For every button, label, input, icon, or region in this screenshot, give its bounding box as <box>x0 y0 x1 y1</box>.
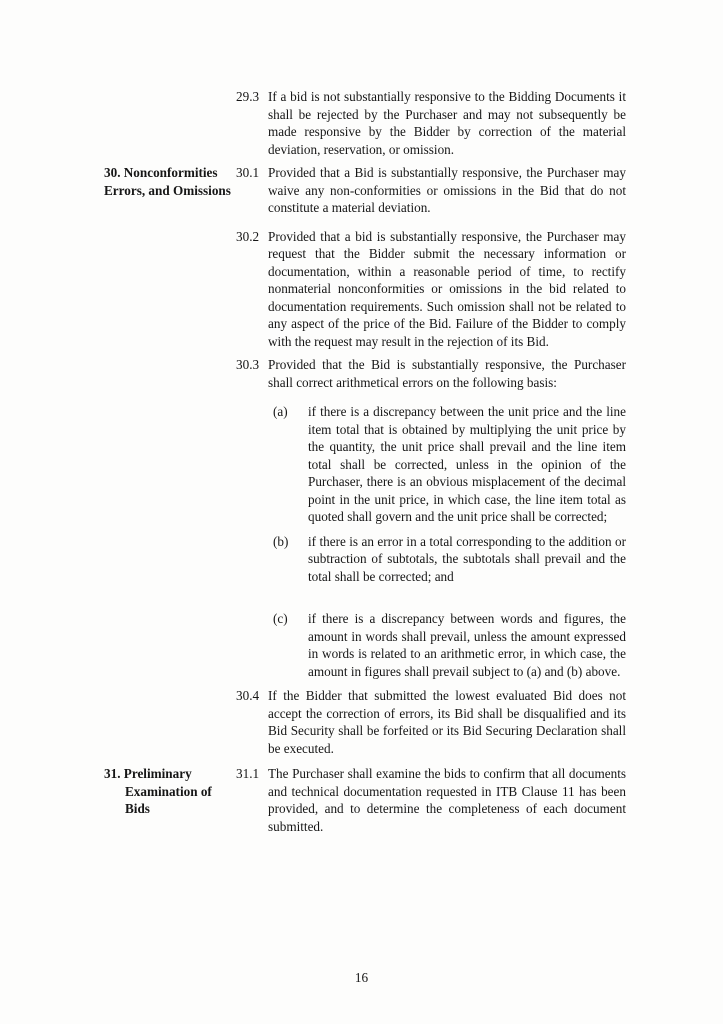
clause-row-31-1 <box>104 765 626 835</box>
subitem-row-c <box>104 610 626 680</box>
clause-number: 30.2 <box>236 228 260 244</box>
section-heading-31 <box>104 765 236 818</box>
section-heading-30 <box>104 164 236 199</box>
subitem-text: if there is a discrepancy between the unit price and the line item total that is obtained by multiplying the unit price by the quantity, the unit price shall prevail and the line item total shall be corrected, unless in the opinion of the Purchaser, there is an obvious misplacement of the decimal point in the unit price, in which case, the line item total as quoted shall govern and the unit price shall be corrected; <box>308 404 626 524</box>
clause-number: 29.3 <box>236 89 260 104</box>
subitem-label: (a) <box>273 404 288 419</box>
clause-row-30-4 <box>104 687 626 757</box>
section-heading-line: 31. Preliminary <box>104 766 192 781</box>
clause-text: If a bid is not substantially responsive to the Bidding Documents it shall be rejected by the Purchaser and may not subsequently be made responsive by the Bidder by correction of the material deviation, reservation, or omission. <box>268 89 626 157</box>
clause-text: Provided that the Bid is substantially responsive, the Purchaser shall correct arithmetical errors on the following basis: <box>268 357 626 390</box>
clause-text: The Purchaser shall examine the bids to confirm that all documents and technical documentation requested in ITB Clause 11 has been provided, and to determine the completeness of each document submitted. <box>268 766 626 834</box>
clause-row-30-1 <box>104 164 626 217</box>
clause-number: 30.4 <box>236 688 260 703</box>
clause-number: 30.3 <box>236 357 260 372</box>
subitem-label: (c) <box>273 611 288 626</box>
clause-row-29-3 <box>104 88 626 158</box>
subitem-label: (b) <box>273 533 289 549</box>
clause-text: If the Bidder that submitted the lowest evaluated Bid does not accept the correction of errors, its Bid shall be disqualified and its Bid Security shall be forfeited or its Bid Securing Declaration shall be executed. <box>268 688 626 756</box>
section-heading-line: 30. Nonconformities <box>104 165 218 180</box>
clause-text: Provided that a bid is substantially responsive, the Purchaser may request that the Bidder submit the necessary information or documentation, within a reasonable period of time, to rectify nonmaterial nonconformities or omissions in the bid related to documentation requirements. Such omission shall not be related to any aspect of the price of the Bid. Failure of the Bidder to comply with the request may result in the rejection of its Bid. <box>268 228 626 349</box>
clause-number: 30.1 <box>236 165 260 180</box>
subitem-text: if there is a discrepancy between words and figures, the amount in words shall prevail, unless the amount expressed in words is related to an arithmetic error, in which case, the amount in figures shall prevail subject to (a) and (b) above. <box>308 611 626 679</box>
clause-row-30-3 <box>104 356 626 391</box>
clause-number: 31.1 <box>236 766 260 781</box>
clause-text: Provided that a Bid is substantially responsive, the Purchaser may waive any non-conformities or omissions in the Bid that do not constitute a material deviation. <box>268 165 626 215</box>
section-heading-line: Bids <box>125 801 150 816</box>
section-heading-line: Examination of <box>125 783 212 799</box>
page-number: 16 <box>354 970 369 985</box>
subitem-text: if there is an error in a total corresponding to the addition or subtraction of subtotals, the subtotals shall prevail and the total shall be corrected; and <box>308 533 626 584</box>
section-heading-line: Errors, and Omissions <box>104 182 231 198</box>
subitem-row-a <box>104 403 626 526</box>
subitem-row-b <box>104 533 626 586</box>
clause-row-30-2 <box>104 228 626 351</box>
